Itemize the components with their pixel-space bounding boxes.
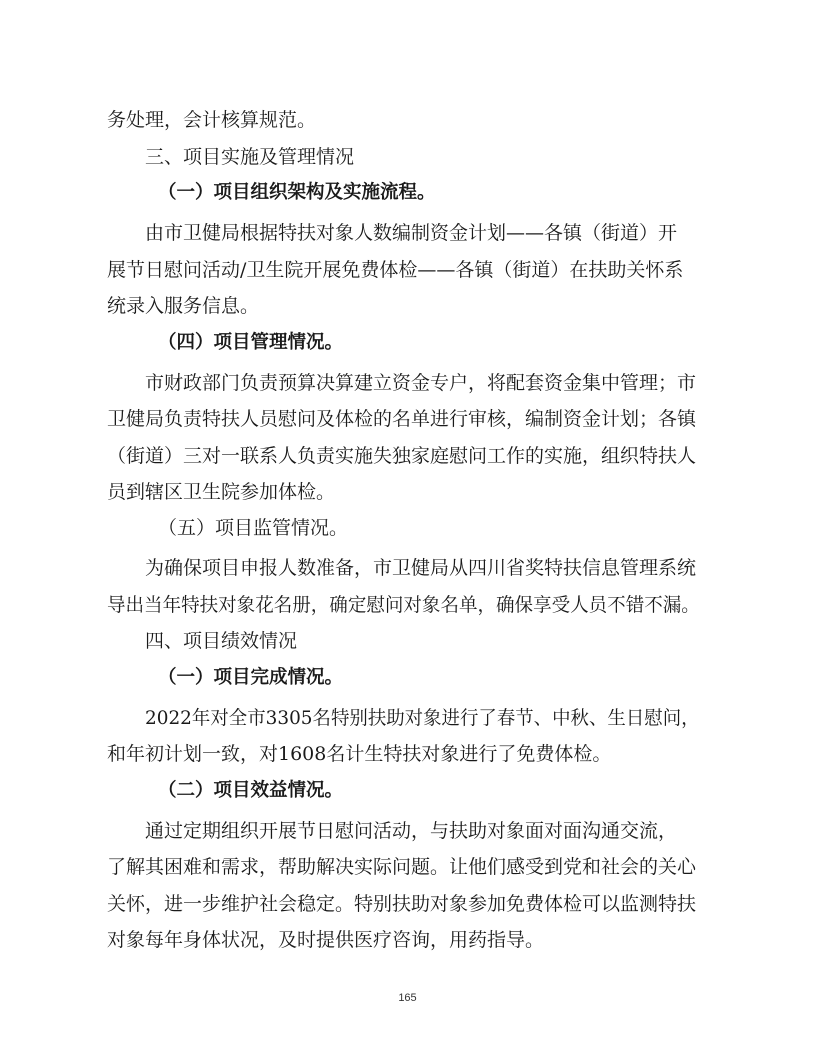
section-heading: 四、项目绩效情况: [145, 630, 298, 652]
text-line: （街道）三对一联系人负责实施失独家庭慰问工作的实施，组织特扶人: [107, 445, 697, 467]
subsection-heading: [158, 514, 348, 542]
subsection-heading: （二）项目效益情况。: [158, 780, 344, 801]
text-line: 导出当年特扶对象花名册，确定慰问对象名单，确保享受人员不错不漏。: [107, 594, 700, 616]
text-line: 展节日慰问活动/卫生院开展免费体检——各镇（街道）在扶助关怀系: [107, 259, 684, 281]
text-line: 员到辖区卫生院参加体检。: [107, 481, 336, 503]
section-heading: 三、项目实施及管理情况: [145, 146, 355, 168]
heading-text: （五）项目监管情况。: [158, 517, 349, 539]
subsection-heading: （一）项目完成情况。: [158, 667, 344, 688]
text-line: 为确保项目申报人数准备，市卫健局从四川省奖特扶信息管理系统: [145, 557, 697, 579]
page-number: 165: [398, 992, 417, 1004]
text-line: 由市卫健局根据特扶对象人数编制资金计划——各镇（街道）开: [145, 222, 678, 244]
text-line: 和年初计划一致，对1608名计生特扶对象进行了免费体检。: [107, 743, 612, 765]
text-line: 卫健局负责特扶人员慰问及体检的名单进行审核，编制资金计划；各镇: [107, 408, 697, 430]
text-line: 统录入服务信息。: [107, 295, 260, 317]
text-line: 关怀，进一步维护社会稳定。特别扶助对象参加免费体检可以监测特扶: [107, 893, 697, 915]
text-line: 通过定期组织开展节日慰问活动，与扶助对象面对面沟通交流，: [145, 820, 678, 842]
text-line: 对象每年身体状况，及时提供医疗咨询，用药指导。: [107, 929, 545, 951]
text-line: 市财政部门负责预算决算建立资金专户，将配套资金集中管理；市: [145, 372, 697, 394]
text-line: 务处理，会计核算规范。: [107, 109, 317, 131]
text-line: 了解其困难和需求，帮助解决实际问题。让他们感受到党和社会的关心: [107, 856, 697, 878]
text-line: 2022年对全市3305名特别扶助对象进行了春节、中秋、生日慰问，: [145, 707, 700, 729]
subsection-heading: （四）项目管理情况。: [158, 332, 344, 353]
subsection-heading: （一）项目组织架构及实施流程。: [158, 182, 436, 203]
